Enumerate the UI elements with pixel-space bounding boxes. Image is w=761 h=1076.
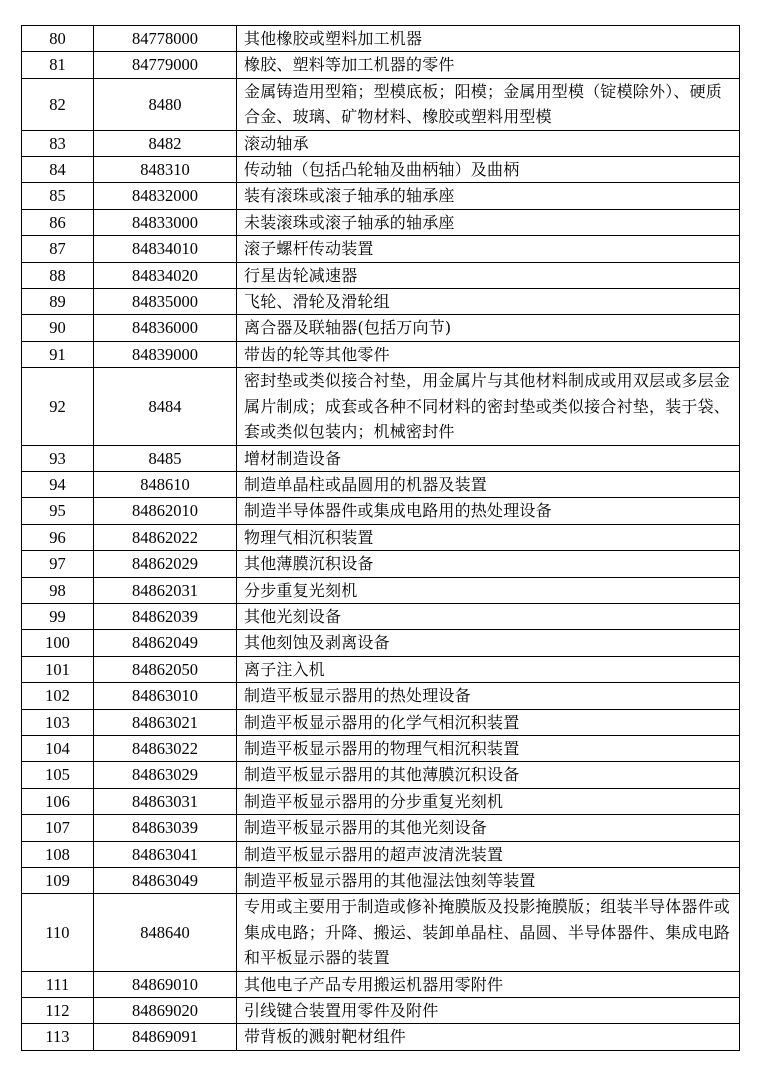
hs-code-cell: 84863029 (94, 762, 237, 788)
row-number-cell: 106 (22, 788, 94, 814)
product-name-cell: 其他光刻设备 (237, 603, 740, 629)
hs-code-cell: 84862031 (94, 577, 237, 603)
hs-code-cell: 84862029 (94, 551, 237, 577)
row-number-cell: 84 (22, 157, 94, 183)
hs-code-cell: 84862039 (94, 603, 237, 629)
hs-code-cell: 84863041 (94, 841, 237, 867)
table-row (22, 656, 740, 682)
table-row (22, 471, 740, 497)
product-name-cell: 制造平板显示器用的分步重复光刻机 (237, 788, 740, 814)
hs-code-cell: 8480 (94, 78, 237, 130)
product-name-cell: 带背板的溅射靶材组件 (237, 1024, 740, 1050)
product-name-cell: 制造平板显示器用的其他光刻设备 (237, 815, 740, 841)
table-row (22, 788, 740, 814)
row-number-cell: 81 (22, 52, 94, 78)
product-name-cell: 密封垫或类似接合衬垫，用金属片与其他材料制成或用双层或多层金属片制成；成套或各种不同材料的密封垫或类似接合衬垫，装于袋、套或类似包装内；机械密封件 (237, 368, 740, 445)
table-row (22, 183, 740, 209)
row-number-cell: 100 (22, 630, 94, 656)
product-name-cell: 制造平板显示器用的其他湿法蚀刻等装置 (237, 868, 740, 894)
product-catalog-table (21, 25, 740, 1051)
hs-code-cell: 84863022 (94, 735, 237, 761)
product-name-cell: 其他薄膜沉积设备 (237, 551, 740, 577)
table-row (22, 815, 740, 841)
row-number-cell: 97 (22, 551, 94, 577)
table-row (22, 735, 740, 761)
hs-code-cell: 84862022 (94, 524, 237, 550)
product-name-cell: 离子注入机 (237, 656, 740, 682)
table-row (22, 894, 740, 971)
product-name-cell: 其他电子产品专用搬运机器用零附件 (237, 971, 740, 997)
hs-code-cell: 84863039 (94, 815, 237, 841)
hs-code-cell: 84778000 (94, 26, 237, 52)
hs-code-cell: 84834020 (94, 262, 237, 288)
hs-code-cell: 84863049 (94, 868, 237, 894)
product-name-cell: 滚动轴承 (237, 130, 740, 156)
row-number-cell: 91 (22, 341, 94, 367)
row-number-cell: 104 (22, 735, 94, 761)
row-number-cell: 107 (22, 815, 94, 841)
hs-code-cell: 848610 (94, 471, 237, 497)
table-body (22, 26, 740, 1051)
row-number-cell: 101 (22, 656, 94, 682)
table-row (22, 315, 740, 341)
product-name-cell: 滚子螺杆传动装置 (237, 236, 740, 262)
table-row (22, 236, 740, 262)
product-name-cell: 制造平板显示器用的其他薄膜沉积设备 (237, 762, 740, 788)
hs-code-cell: 84863021 (94, 709, 237, 735)
row-number-cell: 88 (22, 262, 94, 288)
table-row (22, 709, 740, 735)
row-number-cell: 92 (22, 368, 94, 445)
row-number-cell: 103 (22, 709, 94, 735)
table-row (22, 289, 740, 315)
product-name-cell: 制造平板显示器用的化学气相沉积装置 (237, 709, 740, 735)
row-number-cell: 93 (22, 445, 94, 471)
product-name-cell: 制造平板显示器用的物理气相沉积装置 (237, 735, 740, 761)
product-name-cell: 增材制造设备 (237, 445, 740, 471)
row-number-cell: 87 (22, 236, 94, 262)
table-row (22, 130, 740, 156)
table-row (22, 78, 740, 130)
table-row (22, 524, 740, 550)
row-number-cell: 83 (22, 130, 94, 156)
hs-code-cell: 84832000 (94, 183, 237, 209)
product-name-cell: 物理气相沉积装置 (237, 524, 740, 550)
hs-code-cell: 84834010 (94, 236, 237, 262)
hs-code-cell: 84863031 (94, 788, 237, 814)
table-row (22, 683, 740, 709)
hs-code-cell: 8485 (94, 445, 237, 471)
product-name-cell: 未装滚珠或滚子轴承的轴承座 (237, 209, 740, 235)
row-number-cell: 98 (22, 577, 94, 603)
table-row (22, 341, 740, 367)
hs-code-cell: 84862050 (94, 656, 237, 682)
product-name-cell: 分步重复光刻机 (237, 577, 740, 603)
row-number-cell: 95 (22, 498, 94, 524)
product-name-cell: 制造半导体器件或集成电路用的热处理设备 (237, 498, 740, 524)
table-row (22, 868, 740, 894)
product-name-cell: 制造单晶柱或晶圆用的机器及装置 (237, 471, 740, 497)
table-row (22, 841, 740, 867)
table-row (22, 498, 740, 524)
product-name-cell: 装有滚珠或滚子轴承的轴承座 (237, 183, 740, 209)
table-row (22, 603, 740, 629)
hs-code-cell: 84869091 (94, 1024, 237, 1050)
table-row (22, 52, 740, 78)
table-row (22, 26, 740, 52)
row-number-cell: 94 (22, 471, 94, 497)
hs-code-cell: 84862049 (94, 630, 237, 656)
hs-code-cell: 84862010 (94, 498, 237, 524)
hs-code-cell: 84833000 (94, 209, 237, 235)
table-row (22, 445, 740, 471)
hs-code-cell: 8482 (94, 130, 237, 156)
table-row (22, 998, 740, 1024)
table-row (22, 262, 740, 288)
row-number-cell: 108 (22, 841, 94, 867)
row-number-cell: 89 (22, 289, 94, 315)
product-name-cell: 其他刻蚀及剥离设备 (237, 630, 740, 656)
hs-code-cell: 84835000 (94, 289, 237, 315)
row-number-cell: 105 (22, 762, 94, 788)
row-number-cell: 90 (22, 315, 94, 341)
row-number-cell: 102 (22, 683, 94, 709)
hs-code-cell: 84836000 (94, 315, 237, 341)
product-name-cell: 专用或主要用于制造或修补掩膜版及投影掩膜版；组装半导体器件或集成电路；升降、搬运、装卸单晶柱、晶圆、半导体器件、集成电路和平板显示器的装置 (237, 894, 740, 971)
hs-code-cell: 84869020 (94, 998, 237, 1024)
row-number-cell: 111 (22, 971, 94, 997)
hs-code-cell: 84863010 (94, 683, 237, 709)
table-row (22, 971, 740, 997)
product-name-cell: 带齿的轮等其他零件 (237, 341, 740, 367)
table-row (22, 209, 740, 235)
row-number-cell: 112 (22, 998, 94, 1024)
product-name-cell: 引线键合装置用零件及附件 (237, 998, 740, 1024)
row-number-cell: 109 (22, 868, 94, 894)
hs-code-cell: 8484 (94, 368, 237, 445)
table-row (22, 630, 740, 656)
table-row (22, 368, 740, 445)
table-row (22, 762, 740, 788)
product-name-cell: 金属铸造用型箱；型模底板；阳模；金属用型模（锭模除外）、硬质合金、玻璃、矿物材料、橡胶或塑料用型模 (237, 78, 740, 130)
product-name-cell: 行星齿轮减速器 (237, 262, 740, 288)
hs-code-cell: 848310 (94, 157, 237, 183)
table-row (22, 577, 740, 603)
row-number-cell: 113 (22, 1024, 94, 1050)
hs-code-cell: 84869010 (94, 971, 237, 997)
product-name-cell: 传动轴（包括凸轮轴及曲柄轴）及曲柄 (237, 157, 740, 183)
table-row (22, 551, 740, 577)
row-number-cell: 85 (22, 183, 94, 209)
table-row (22, 1024, 740, 1050)
product-name-cell: 制造平板显示器用的超声波清洗装置 (237, 841, 740, 867)
table-row (22, 157, 740, 183)
row-number-cell: 99 (22, 603, 94, 629)
row-number-cell: 96 (22, 524, 94, 550)
hs-code-cell: 84779000 (94, 52, 237, 78)
product-name-cell: 离合器及联轴器(包括万向节) (237, 315, 740, 341)
product-name-cell: 制造平板显示器用的热处理设备 (237, 683, 740, 709)
row-number-cell: 86 (22, 209, 94, 235)
product-name-cell: 其他橡胶或塑料加工机器 (237, 26, 740, 52)
row-number-cell: 80 (22, 26, 94, 52)
hs-code-cell: 84839000 (94, 341, 237, 367)
product-name-cell: 飞轮、滑轮及滑轮组 (237, 289, 740, 315)
hs-code-cell: 848640 (94, 894, 237, 971)
row-number-cell: 82 (22, 78, 94, 130)
row-number-cell: 110 (22, 894, 94, 971)
product-name-cell: 橡胶、塑料等加工机器的零件 (237, 52, 740, 78)
